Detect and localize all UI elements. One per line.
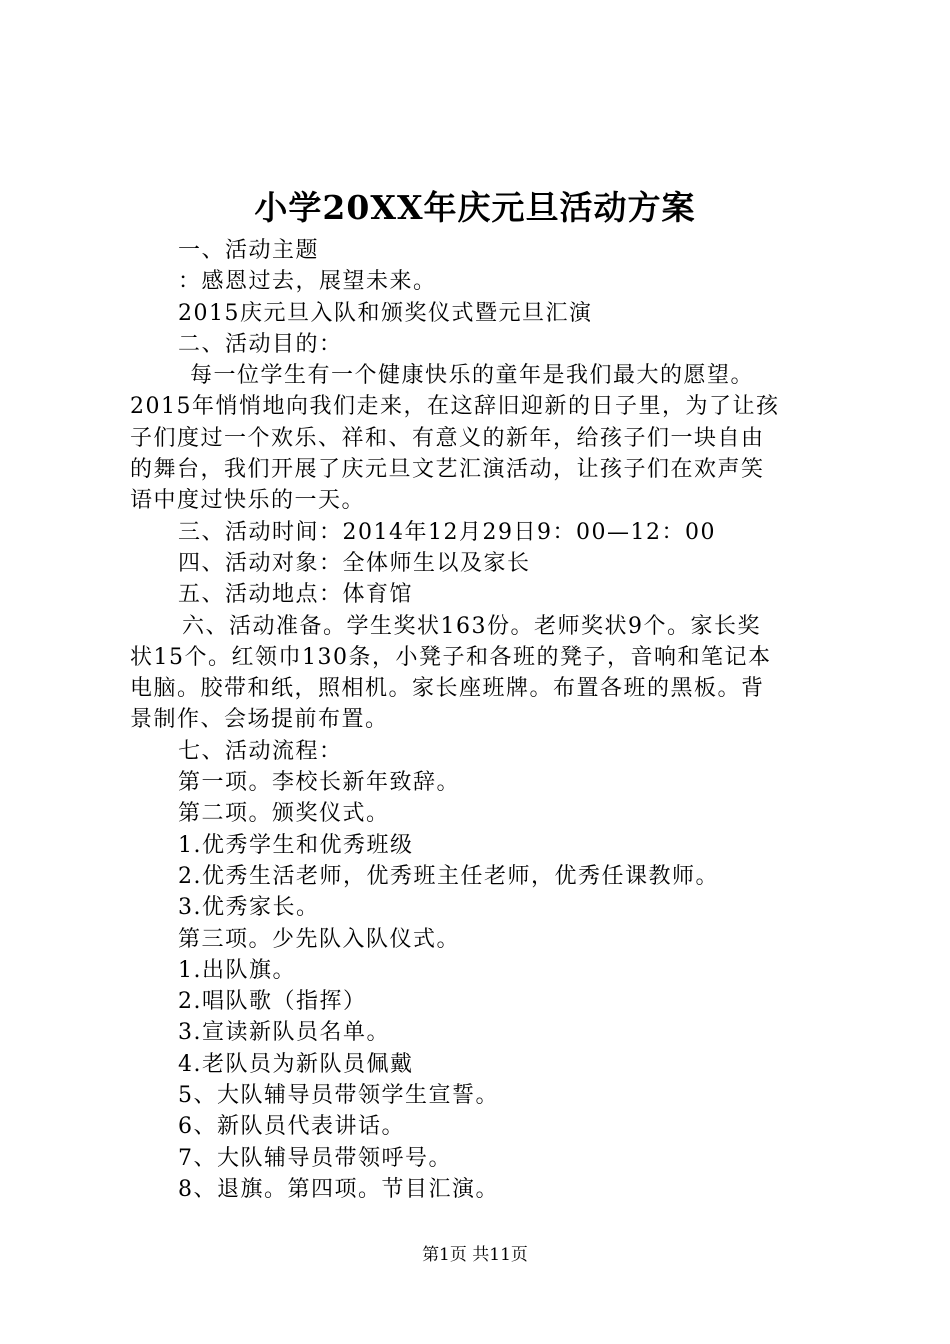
list-item: 5、大队辅导员带领学生宣誓。 xyxy=(178,1083,499,1109)
section-heading: 四、活动对象：全体师生以及家长 xyxy=(178,550,531,576)
section-heading: 二、活动目的： xyxy=(178,331,343,357)
text-line: 的舞台，我们开展了庆元旦文艺汇演活动，让孩子们在欢声笑 xyxy=(130,457,765,483)
text-line: 子们度过一个欢乐、祥和、有意义的新年，给孩子们一块自由 xyxy=(130,425,765,451)
text-line: 景制作、会场提前布置。 xyxy=(130,707,389,733)
text-line: 2015年悄悄地向我们走来，在这辞旧迎新的日子里，为了让孩 xyxy=(130,394,780,420)
list-item: 4.老队员为新队员佩戴 xyxy=(178,1051,414,1077)
section-heading: 一、活动主题 xyxy=(178,238,320,263)
list-item: 8、退旗。第四项。节目汇演。 xyxy=(178,1176,499,1202)
list-item: 3.宣读新队员名单。 xyxy=(178,1020,390,1046)
text-line: 语中度过快乐的一天。 xyxy=(130,488,366,514)
list-item: 第三项。少先队入队仪式。 xyxy=(178,926,461,952)
text-line: 2015庆元旦入队和颁奖仪式暨元旦汇演 xyxy=(178,300,593,326)
list-item: 6、新队员代表讲话。 xyxy=(178,1114,405,1140)
document-body xyxy=(130,235,830,1205)
section-heading: 六、活动准备。学生奖状163份。老师奖状9个。家长奖 xyxy=(182,613,761,639)
list-item: 1.出队旗。 xyxy=(178,957,296,983)
section-heading: 三、活动时间：2014年12月29日9：00—12：00 xyxy=(178,519,716,545)
list-item: 2.优秀生活老师，优秀班主任老师，优秀任课教师。 xyxy=(178,863,719,889)
section-heading: 五、活动地点：体育馆 xyxy=(178,582,414,608)
list-item: 2.唱队歌（指挥） xyxy=(178,989,367,1015)
document-title: 小学20XX年庆元旦活动方案 xyxy=(254,188,696,227)
list-item: 第一项。李校长新年致辞。 xyxy=(178,770,461,796)
list-item: 3.优秀家长。 xyxy=(178,895,320,921)
text-line: ：感恩过去，展望未来。 xyxy=(178,269,437,295)
section-heading: 七、活动流程： xyxy=(178,738,343,764)
list-item: 1.优秀学生和优秀班级 xyxy=(178,832,414,858)
text-line: 状15个。红领巾130条，小凳子和各班的凳子，音响和笔记本 xyxy=(130,644,772,670)
text-line: 电脑。胶带和纸，照相机。家长座班牌。布置各班的黑板。背 xyxy=(130,676,765,702)
list-item: 7、大队辅导员带领呼号。 xyxy=(178,1145,452,1171)
page-number: 第1页 共11页 xyxy=(422,1245,528,1265)
list-item: 第二项。颁奖仪式。 xyxy=(178,801,390,827)
text-line: 每一位学生有一个健康快乐的童年是我们最大的愿望。 xyxy=(190,363,755,389)
